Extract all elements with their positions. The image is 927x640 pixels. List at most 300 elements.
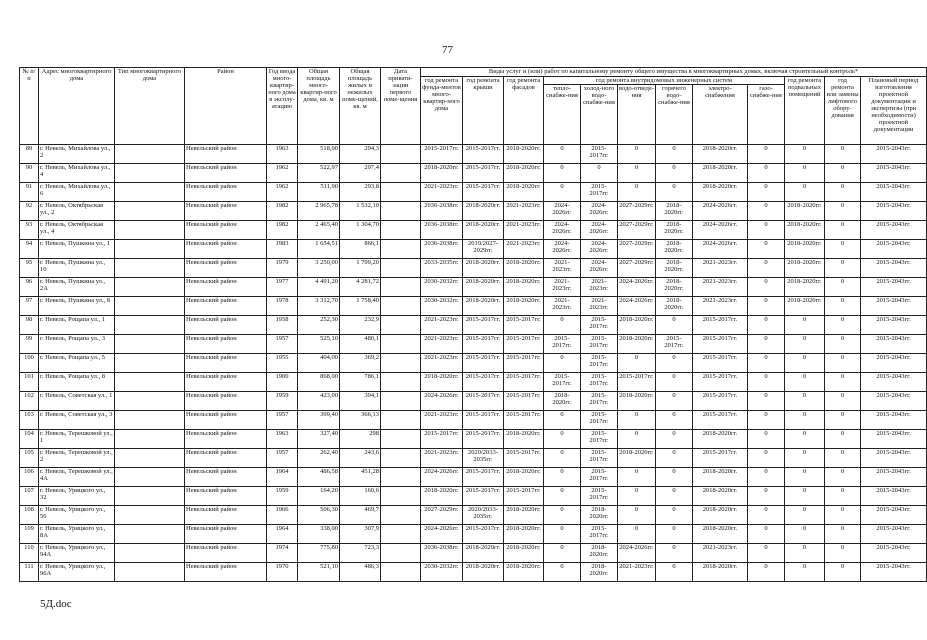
row-type xyxy=(115,544,185,563)
row-heat: 0 xyxy=(544,430,581,449)
row-roof: 2018-2020гг. xyxy=(463,544,504,563)
row-gas: 0 xyxy=(748,449,785,468)
row-gas: 0 xyxy=(748,373,785,392)
row-lift: 0 xyxy=(825,392,861,411)
row-basement: 0 xyxy=(785,164,825,183)
row-foundation: 2021-2023гг. xyxy=(421,354,463,373)
row-roof: 2020/2033-2035гг. xyxy=(463,449,504,468)
row-gas: 0 xyxy=(748,525,785,544)
row-gas: 0 xyxy=(748,221,785,240)
row-privatization xyxy=(381,278,421,297)
row-address: г. Невель, Пушкина ул., 8 xyxy=(39,297,115,316)
row-district: Невельский район xyxy=(185,164,267,183)
row-heat: 0 xyxy=(544,563,581,582)
row-sewer: 2018-2020гг. xyxy=(618,335,656,354)
row-sewer: 0 xyxy=(618,525,656,544)
row-district: Невельский район xyxy=(185,411,267,430)
row-cold-water: 2015-2017гг. xyxy=(581,354,618,373)
row-type xyxy=(115,468,185,487)
col-year: Год ввода много-квартир-ного дома в эксплу-атацию xyxy=(267,68,298,145)
table-row xyxy=(20,297,927,316)
row-electricity: 2018-2020гг. xyxy=(693,506,748,525)
row-year: 1900 xyxy=(267,373,298,392)
row-electricity: 2018-2020гг. xyxy=(693,164,748,183)
row-facade: 2018-2020гг. xyxy=(504,164,544,183)
row-heat: 0 xyxy=(544,449,581,468)
row-area: 1 654,51 xyxy=(298,240,340,259)
row-area: 252,30 xyxy=(298,316,340,335)
row-hot-water: 0 xyxy=(656,449,693,468)
row-cold-water: 2018-2020гг. xyxy=(581,506,618,525)
row-district: Невельский район xyxy=(185,240,267,259)
row-sewer: 2027-2029гг. xyxy=(618,221,656,240)
row-living-area: 369,2 xyxy=(340,354,381,373)
row-privatization xyxy=(381,373,421,392)
table-row xyxy=(20,240,927,259)
row-basement: 0 xyxy=(785,335,825,354)
row-electricity: 2018-2020гг. xyxy=(693,563,748,582)
row-roof: 2018-2020гг. xyxy=(463,297,504,316)
row-type xyxy=(115,430,185,449)
row-district: Невельский район xyxy=(185,392,267,411)
row-number: 104 xyxy=(20,430,39,449)
row-basement: 0 xyxy=(785,468,825,487)
row-basement: 2018-2020гг. xyxy=(785,240,825,259)
row-type xyxy=(115,278,185,297)
row-foundation: 2021-2023гг. xyxy=(421,183,463,202)
row-heat: 0 xyxy=(544,544,581,563)
row-hot-water: 0 xyxy=(656,487,693,506)
row-plan-period: 2015-2043гг. xyxy=(861,335,927,354)
row-area: 164,20 xyxy=(298,487,340,506)
row-district: Невельский район xyxy=(185,278,267,297)
table-row xyxy=(20,259,927,278)
row-privatization xyxy=(381,525,421,544)
row-foundation: 2015-2017гг. xyxy=(421,430,463,449)
table-row xyxy=(20,354,927,373)
row-type xyxy=(115,525,185,544)
row-number: 101 xyxy=(20,373,39,392)
row-heat: 0 xyxy=(544,354,581,373)
row-foundation: 2015-2017гг. xyxy=(421,145,463,164)
row-hot-water: 2018-2020гг. xyxy=(656,297,693,316)
row-gas: 0 xyxy=(748,468,785,487)
col-basement: год ремонта подвальных помещений xyxy=(785,77,825,145)
row-roof: 2015-2017гг. xyxy=(463,354,504,373)
row-foundation: 2030-2032гг. xyxy=(421,278,463,297)
row-heat: 2024-2026гг. xyxy=(544,240,581,259)
row-district: Невельский район xyxy=(185,335,267,354)
row-lift: 0 xyxy=(825,316,861,335)
row-cold-water: 2015-2017гг. xyxy=(581,468,618,487)
table-row xyxy=(20,544,927,563)
row-plan-period: 2015-2043гг. xyxy=(861,221,927,240)
row-electricity: 2015-2017гг. xyxy=(693,392,748,411)
row-roof: 2019/2027-2029гг. xyxy=(463,240,504,259)
row-living-area: 297,4 xyxy=(340,164,381,183)
table-row xyxy=(20,221,927,240)
row-address: г. Невель, Урицкого ул., 96А xyxy=(39,563,115,582)
row-sewer: 2024-2026гг. xyxy=(618,544,656,563)
row-heat: 0 xyxy=(544,411,581,430)
row-district: Невельский район xyxy=(185,221,267,240)
row-facade: 2015-2017гг. xyxy=(504,392,544,411)
row-type xyxy=(115,202,185,221)
col-lift: год ремонта или замены лифтового обору-дования xyxy=(825,77,861,145)
row-facade: 2018-2020гг. xyxy=(504,183,544,202)
row-gas: 0 xyxy=(748,202,785,221)
row-district: Невельский район xyxy=(185,259,267,278)
row-plan-period: 2015-2043гг. xyxy=(861,354,927,373)
row-privatization xyxy=(381,430,421,449)
row-hot-water: 0 xyxy=(656,316,693,335)
row-sewer: 0 xyxy=(618,164,656,183)
row-sewer: 0 xyxy=(618,430,656,449)
row-area: 3 312,70 xyxy=(298,297,340,316)
row-hot-water: 0 xyxy=(656,468,693,487)
row-living-area: 486,3 xyxy=(340,563,381,582)
row-number: 102 xyxy=(20,392,39,411)
row-number: 105 xyxy=(20,449,39,468)
row-privatization xyxy=(381,544,421,563)
row-number: 98 xyxy=(20,316,39,335)
row-area: 338,00 xyxy=(298,525,340,544)
row-year: 1958 xyxy=(267,316,298,335)
row-basement: 0 xyxy=(785,183,825,202)
row-electricity: 2018-2020гг. xyxy=(693,145,748,164)
row-year: 1959 xyxy=(267,487,298,506)
row-sewer: 0 xyxy=(618,411,656,430)
row-gas: 0 xyxy=(748,240,785,259)
row-plan-period: 2015-2043гг. xyxy=(861,468,927,487)
row-foundation: 2021-2023гг. xyxy=(421,411,463,430)
row-electricity: 2015-2017гг. xyxy=(693,335,748,354)
row-privatization xyxy=(381,316,421,335)
col-sewer: водо-отведе-ния xyxy=(618,85,656,145)
row-privatization xyxy=(381,411,421,430)
row-basement: 0 xyxy=(785,487,825,506)
row-hot-water: 0 xyxy=(656,392,693,411)
row-lift: 0 xyxy=(825,563,861,582)
row-address: г. Невель, Пушкина ул., 2А xyxy=(39,278,115,297)
row-area: 506,30 xyxy=(298,506,340,525)
row-year: 1983 xyxy=(267,240,298,259)
row-living-area: 723,3 xyxy=(340,544,381,563)
row-foundation: 2033-2035гг. xyxy=(421,259,463,278)
row-basement: 0 xyxy=(785,506,825,525)
row-area: 486,58 xyxy=(298,468,340,487)
row-roof: 2020/2033-2035гг. xyxy=(463,506,504,525)
row-address: г. Невель, Советская ул., 3 xyxy=(39,411,115,430)
row-address: г. Невель, Рощапа ул., 5 xyxy=(39,354,115,373)
row-electricity: 2018-2020гг. xyxy=(693,525,748,544)
row-gas: 0 xyxy=(748,335,785,354)
row-sewer: 0 xyxy=(618,506,656,525)
row-lift: 0 xyxy=(825,145,861,164)
row-heat: 2018-2020гг. xyxy=(544,392,581,411)
row-facade: 2018-2020гг. xyxy=(504,525,544,544)
row-facade: 2018-2020гг. xyxy=(504,145,544,164)
row-area: 518,90 xyxy=(298,145,340,164)
row-lift: 0 xyxy=(825,335,861,354)
row-district: Невельский район xyxy=(185,525,267,544)
row-year: 1962 xyxy=(267,164,298,183)
row-lift: 0 xyxy=(825,411,861,430)
row-living-area: 1 709,20 xyxy=(340,259,381,278)
row-foundation: 2036-2038гг. xyxy=(421,240,463,259)
row-area: 522,97 xyxy=(298,164,340,183)
col-address: Адрес многоквартирного дома xyxy=(39,68,115,145)
row-basement: 2018-2020гг. xyxy=(785,278,825,297)
table-row xyxy=(20,335,927,354)
row-area: 868,00 xyxy=(298,373,340,392)
row-roof: 2018-2020гг. xyxy=(463,278,504,297)
row-gas: 0 xyxy=(748,354,785,373)
row-cold-water: 2024-2026гг. xyxy=(581,202,618,221)
row-address: г. Невель, Советская ул., 1 xyxy=(39,392,115,411)
row-living-area: 469,7 xyxy=(340,506,381,525)
row-gas: 0 xyxy=(748,506,785,525)
row-facade: 2015-2017гг. xyxy=(504,373,544,392)
row-number: 94 xyxy=(20,240,39,259)
row-address: г. Невель, Рощапа ул., 8 xyxy=(39,373,115,392)
table-row xyxy=(20,449,927,468)
row-hot-water: 0 xyxy=(656,145,693,164)
row-lift: 0 xyxy=(825,164,861,183)
row-lift: 0 xyxy=(825,430,861,449)
row-hot-water: 0 xyxy=(656,183,693,202)
row-area: 404,00 xyxy=(298,354,340,373)
row-district: Невельский район xyxy=(185,468,267,487)
row-privatization xyxy=(381,164,421,183)
row-lift: 0 xyxy=(825,544,861,563)
row-facade: 2018-2020гг. xyxy=(504,468,544,487)
row-address: г. Невель, Октябрьская ул., 4 xyxy=(39,221,115,240)
row-electricity: 2021-2023гг. xyxy=(693,297,748,316)
row-privatization xyxy=(381,297,421,316)
row-heat: 2021-2023гг. xyxy=(544,297,581,316)
row-electricity: 2018-2020гг. xyxy=(693,487,748,506)
row-privatization xyxy=(381,145,421,164)
row-foundation: 2024-2026гг. xyxy=(421,392,463,411)
row-address: г. Невель, Октябрьская ул., 2 xyxy=(39,202,115,221)
row-plan-period: 2015-2043гг. xyxy=(861,563,927,582)
row-district: Невельский район xyxy=(185,145,267,164)
row-plan-period: 2015-2043гг. xyxy=(861,449,927,468)
row-plan-period: 2015-2043гг. xyxy=(861,316,927,335)
row-electricity: 2021-2023гг. xyxy=(693,544,748,563)
row-hot-water: 2018-2020гг. xyxy=(656,202,693,221)
row-heat: 2015-2017гг. xyxy=(544,335,581,354)
row-lift: 0 xyxy=(825,354,861,373)
row-plan-period: 2015-2043гг. xyxy=(861,202,927,221)
row-roof: 2015-2017гг. xyxy=(463,183,504,202)
row-facade: 2021-2023гг. xyxy=(504,202,544,221)
table-row xyxy=(20,373,927,392)
row-number: 91 xyxy=(20,183,39,202)
table-row xyxy=(20,164,927,183)
row-year: 1963 xyxy=(267,145,298,164)
row-basement: 2018-2020гг. xyxy=(785,221,825,240)
row-roof: 2015-2017гг. xyxy=(463,411,504,430)
row-gas: 0 xyxy=(748,278,785,297)
table-row xyxy=(20,278,927,297)
row-electricity: 2015-2017гг. xyxy=(693,449,748,468)
row-basement: 0 xyxy=(785,145,825,164)
row-sewer: 2024-2026гг. xyxy=(618,297,656,316)
row-address: г. Невель, Михайлова ул., 6 xyxy=(39,183,115,202)
row-cold-water: 2015-2017гг. xyxy=(581,145,618,164)
row-number: 110 xyxy=(20,544,39,563)
row-year: 1955 xyxy=(267,354,298,373)
row-year: 1962 xyxy=(267,183,298,202)
row-cold-water: 2021-2023гг. xyxy=(581,297,618,316)
row-hot-water: 0 xyxy=(656,354,693,373)
col-gas: газо-снабже-ния xyxy=(748,85,785,145)
row-living-area: 1 304,70 xyxy=(340,221,381,240)
table-row xyxy=(20,411,927,430)
row-basement: 2018-2020гг. xyxy=(785,297,825,316)
row-area: 3 250,00 xyxy=(298,259,340,278)
row-cold-water: 2015-2017гг. xyxy=(581,411,618,430)
row-foundation: 2021-2023гг. xyxy=(421,335,463,354)
row-cold-water: 2015-2017гг. xyxy=(581,430,618,449)
row-cold-water: 2024-2026гг. xyxy=(581,259,618,278)
row-year: 1979 xyxy=(267,259,298,278)
row-sewer: 2027-2029гг. xyxy=(618,202,656,221)
row-type xyxy=(115,392,185,411)
row-hot-water: 2015-2017гг. xyxy=(656,335,693,354)
row-facade: 2021-2023гг. xyxy=(504,240,544,259)
row-address: г. Невель, Пушкина ул., 10 xyxy=(39,259,115,278)
row-number: 97 xyxy=(20,297,39,316)
row-plan-period: 2015-2043гг. xyxy=(861,297,927,316)
row-roof: 2015-2017гг. xyxy=(463,430,504,449)
row-cold-water: 2015-2017гг. xyxy=(581,316,618,335)
row-address: г. Невель, Терешковой ул., 1 xyxy=(39,430,115,449)
row-type xyxy=(115,449,185,468)
row-address: г. Невель, Пушкина ул., 1 xyxy=(39,240,115,259)
row-year: 1966 xyxy=(267,506,298,525)
row-plan-period: 2015-2043гг. xyxy=(861,525,927,544)
row-heat: 2024-2026гг. xyxy=(544,221,581,240)
row-district: Невельский район xyxy=(185,449,267,468)
document-filename: 5Д.doc xyxy=(40,598,72,610)
row-cold-water: 2015-2017гг. xyxy=(581,392,618,411)
row-facade: 2021-2023гг. xyxy=(504,221,544,240)
row-district: Невельский район xyxy=(185,487,267,506)
row-hot-water: 0 xyxy=(656,506,693,525)
row-roof: 2018-2020гг. xyxy=(463,221,504,240)
row-privatization xyxy=(381,335,421,354)
row-cold-water: 2021-2023гг. xyxy=(581,278,618,297)
row-privatization xyxy=(381,392,421,411)
row-privatization xyxy=(381,449,421,468)
row-privatization xyxy=(381,354,421,373)
table-row xyxy=(20,468,927,487)
row-sewer: 2027-2029гг. xyxy=(618,259,656,278)
row-gas: 0 xyxy=(748,430,785,449)
col-facade: год ремонта фасадов xyxy=(504,77,544,145)
row-type xyxy=(115,563,185,582)
row-gas: 0 xyxy=(748,164,785,183)
row-basement: 0 xyxy=(785,411,825,430)
col-area: Общая площадь много-квартир-ного дома, кв. м xyxy=(298,68,340,145)
row-year: 1982 xyxy=(267,221,298,240)
row-foundation: 2036-2038гг. xyxy=(421,221,463,240)
row-number: 89 xyxy=(20,145,39,164)
row-type xyxy=(115,221,185,240)
row-foundation: 2024-2026гг. xyxy=(421,468,463,487)
row-type xyxy=(115,373,185,392)
col-num: № п/п xyxy=(20,68,39,145)
row-electricity: 2021-2023гг. xyxy=(693,278,748,297)
page-number: 77 xyxy=(442,44,453,56)
row-privatization xyxy=(381,506,421,525)
row-foundation: 2018-2020гг. xyxy=(421,373,463,392)
row-sewer: 2021-2023гг. xyxy=(618,563,656,582)
row-privatization xyxy=(381,221,421,240)
row-lift: 0 xyxy=(825,259,861,278)
row-privatization xyxy=(381,202,421,221)
row-basement: 0 xyxy=(785,373,825,392)
col-group-systems: год ремонта внутридомовых инженерных систем xyxy=(544,77,785,85)
row-district: Невельский район xyxy=(185,354,267,373)
row-lift: 0 xyxy=(825,202,861,221)
row-plan-period: 2015-2043гг. xyxy=(861,145,927,164)
row-foundation: 2036-2038гг. xyxy=(421,544,463,563)
row-district: Невельский район xyxy=(185,430,267,449)
row-sewer: 0 xyxy=(618,354,656,373)
row-area: 4 491,20 xyxy=(298,278,340,297)
row-living-area: 232,9 xyxy=(340,316,381,335)
row-roof: 2015-2017гг. xyxy=(463,145,504,164)
row-foundation: 2030-2032гг. xyxy=(421,563,463,582)
row-number: 100 xyxy=(20,354,39,373)
row-electricity: 2024-2026гг. xyxy=(693,221,748,240)
row-heat: 0 xyxy=(544,525,581,544)
row-lift: 0 xyxy=(825,506,861,525)
row-address: г. Невель, Рощапа ул., 1 xyxy=(39,316,115,335)
row-year: 1978 xyxy=(267,297,298,316)
row-lift: 0 xyxy=(825,297,861,316)
row-roof: 2015-2017гг. xyxy=(463,373,504,392)
row-sewer: 0 xyxy=(618,468,656,487)
row-cold-water: 2015-2017гг. xyxy=(581,335,618,354)
row-basement: 2018-2020гг. xyxy=(785,202,825,221)
row-cold-water: 2015-2017гг. xyxy=(581,183,618,202)
table-row xyxy=(20,183,927,202)
row-hot-water: 2018-2020гг. xyxy=(656,259,693,278)
row-facade: 2018-2020гг. xyxy=(504,430,544,449)
row-roof: 2015-2017гг. xyxy=(463,487,504,506)
row-lift: 0 xyxy=(825,221,861,240)
row-address: г. Невель, Терешковой ул., 4А xyxy=(39,468,115,487)
row-area: 262,40 xyxy=(298,449,340,468)
row-sewer: 2024-2026гг. xyxy=(618,278,656,297)
row-address: г. Невель, Урицкого ул., 56 xyxy=(39,506,115,525)
col-plan-period: Плановый период изготовления проектной документации и экспертизы (при необходимости) проектной документации xyxy=(861,77,927,145)
row-cold-water: 2024-2026гг. xyxy=(581,240,618,259)
row-foundation: 2030-2032гг. xyxy=(421,297,463,316)
row-year: 1964 xyxy=(267,525,298,544)
col-type: Тип многоквартирного дома xyxy=(115,68,185,145)
row-sewer: 2018-2020гг. xyxy=(618,392,656,411)
row-plan-period: 2015-2043гг. xyxy=(861,278,927,297)
row-facade: 2015-2017гг. xyxy=(504,487,544,506)
row-electricity: 2015-2017гг. xyxy=(693,354,748,373)
row-electricity: 2015-2017гг. xyxy=(693,373,748,392)
